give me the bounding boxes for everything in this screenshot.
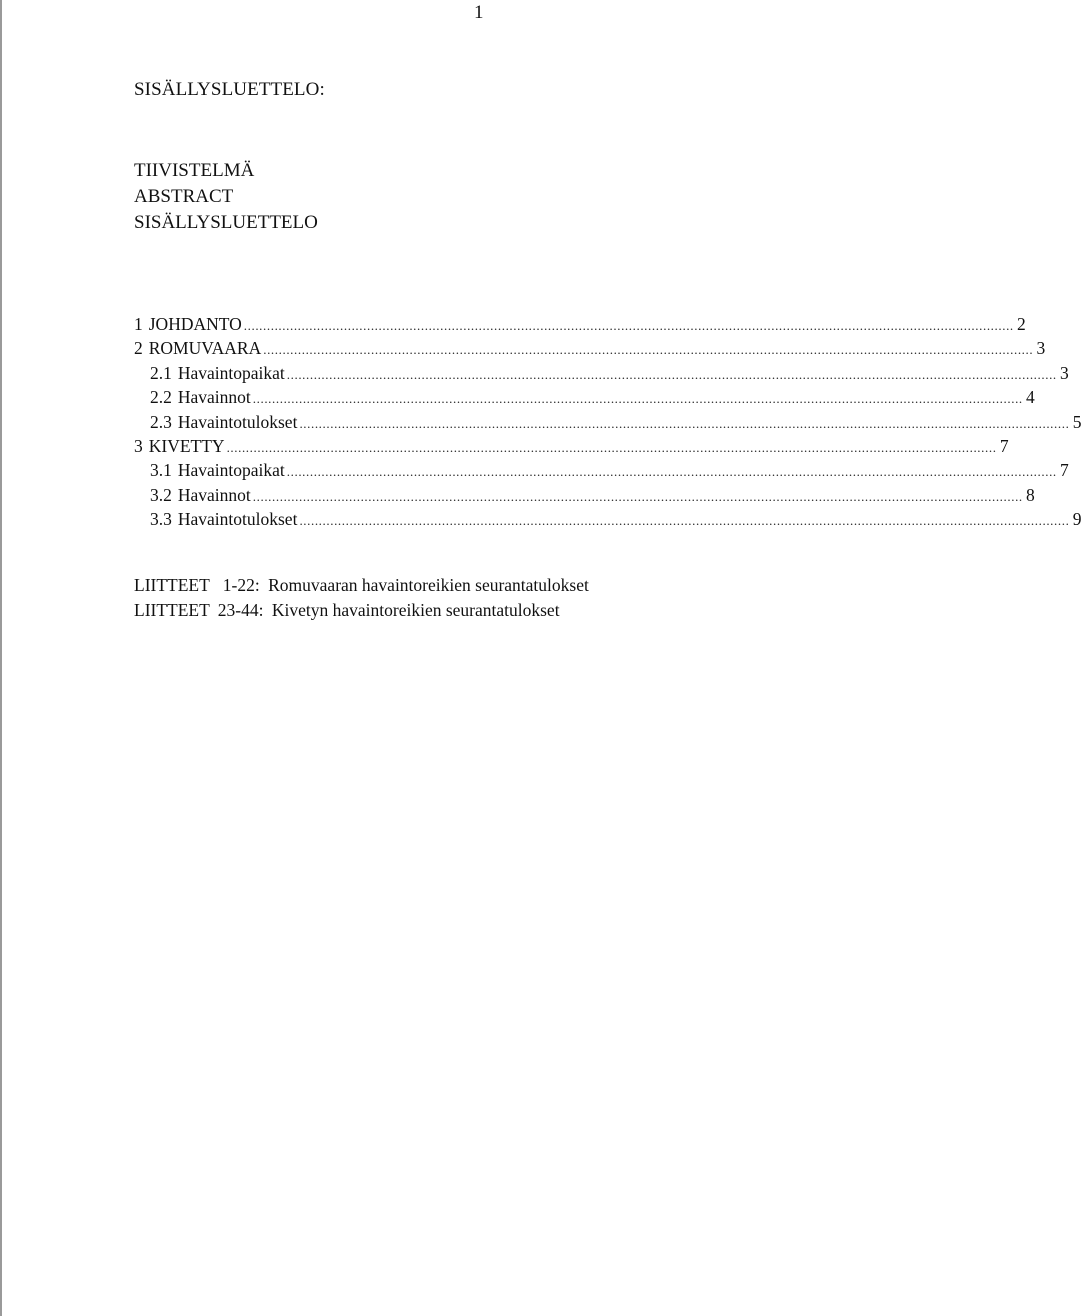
toc-leader: ........................................................................................................................................................................................................	[226, 439, 997, 455]
toc-entry	[134, 434, 1009, 458]
toc-leader: ........................................................................................................................................................................................................	[252, 391, 1023, 407]
toc-title: Havaintopaikat	[177, 362, 285, 383]
toc-entry	[134, 507, 1081, 531]
table-of-contents	[134, 312, 1081, 532]
toc-number: 3.3	[150, 509, 172, 530]
toc-leader: ........................................................................................................................................................................................................	[299, 415, 1070, 431]
toc-entry	[134, 483, 1035, 507]
appendix-range: 1-22:	[222, 575, 260, 595]
toc-leader: ........................................................................................................................................................................................................	[263, 342, 1034, 358]
toc-title: KIVETTY	[148, 435, 225, 456]
toc-page: 3	[1060, 362, 1069, 383]
toc-title: Havainnot	[177, 387, 251, 408]
toc-page: 8	[1026, 484, 1035, 505]
toc-number: 3.1	[150, 460, 172, 481]
appendix-range: 23-44:	[217, 600, 264, 620]
toc-entry	[134, 410, 1081, 434]
toc-leader: ........................................................................................................................................................................................................	[286, 366, 1057, 382]
toc-leader: ........................................................................................................................................................................................................	[299, 513, 1070, 529]
toc-entry	[134, 385, 1035, 409]
toc-number: 2.1	[150, 362, 172, 383]
toc-number: 3.2	[150, 484, 172, 505]
page-edge	[0, 0, 2, 1316]
appendix-text: Kivetyn havaintoreikien seurantatulokset	[271, 600, 560, 620]
toc-leader: ........................................................................................................................................................................................................	[286, 464, 1057, 480]
front-matter-item: SISÄLLYSLUETTELO	[134, 212, 318, 233]
toc-number: 2.3	[150, 411, 172, 432]
toc-entry	[134, 361, 1069, 385]
toc-heading: SISÄLLYSLUETTELO:	[134, 79, 325, 100]
toc-leader: ........................................................................................................................................................................................................	[252, 488, 1023, 504]
front-matter-item: TIIVISTELMÄ	[134, 160, 255, 181]
toc-title: Havaintotulokset	[177, 411, 298, 432]
toc-number: 2	[134, 338, 143, 359]
toc-title: ROMUVAARA	[148, 338, 262, 359]
toc-number: 1	[134, 314, 143, 334]
front-matter-item: ABSTRACT	[134, 186, 234, 207]
appendix-label: LIITTEET	[134, 600, 210, 620]
toc-title: Havaintotulokset	[177, 509, 298, 530]
toc-page: 9	[1072, 509, 1081, 530]
front-matter-list	[134, 158, 318, 236]
toc-entry	[134, 312, 1026, 336]
toc-entry	[134, 458, 1069, 482]
appendix-text: Romuvaaran havaintoreikien seurantatulokset	[268, 575, 589, 595]
toc-title: Havainnot	[177, 484, 251, 505]
toc-page: 4	[1026, 387, 1035, 408]
toc-page: 7	[1060, 460, 1069, 481]
appendix-list	[134, 573, 589, 623]
toc-title: JOHDANTO	[148, 314, 242, 334]
toc-number: 3	[134, 435, 143, 456]
toc-title: Havaintopaikat	[177, 460, 285, 481]
appendix-label: LIITTEET	[134, 575, 210, 595]
toc-page: 3	[1036, 338, 1046, 359]
toc-entry	[134, 336, 1046, 360]
appendix-entry	[134, 573, 589, 598]
toc-page: 5	[1072, 411, 1081, 432]
toc-page: 7	[999, 435, 1009, 456]
page-number: 1	[474, 2, 484, 23]
toc-page: 2	[1017, 314, 1026, 334]
toc-leader: ........................................................................................................................................................................................................	[243, 318, 1014, 333]
appendix-entry	[134, 598, 589, 623]
toc-number: 2.2	[150, 387, 172, 408]
